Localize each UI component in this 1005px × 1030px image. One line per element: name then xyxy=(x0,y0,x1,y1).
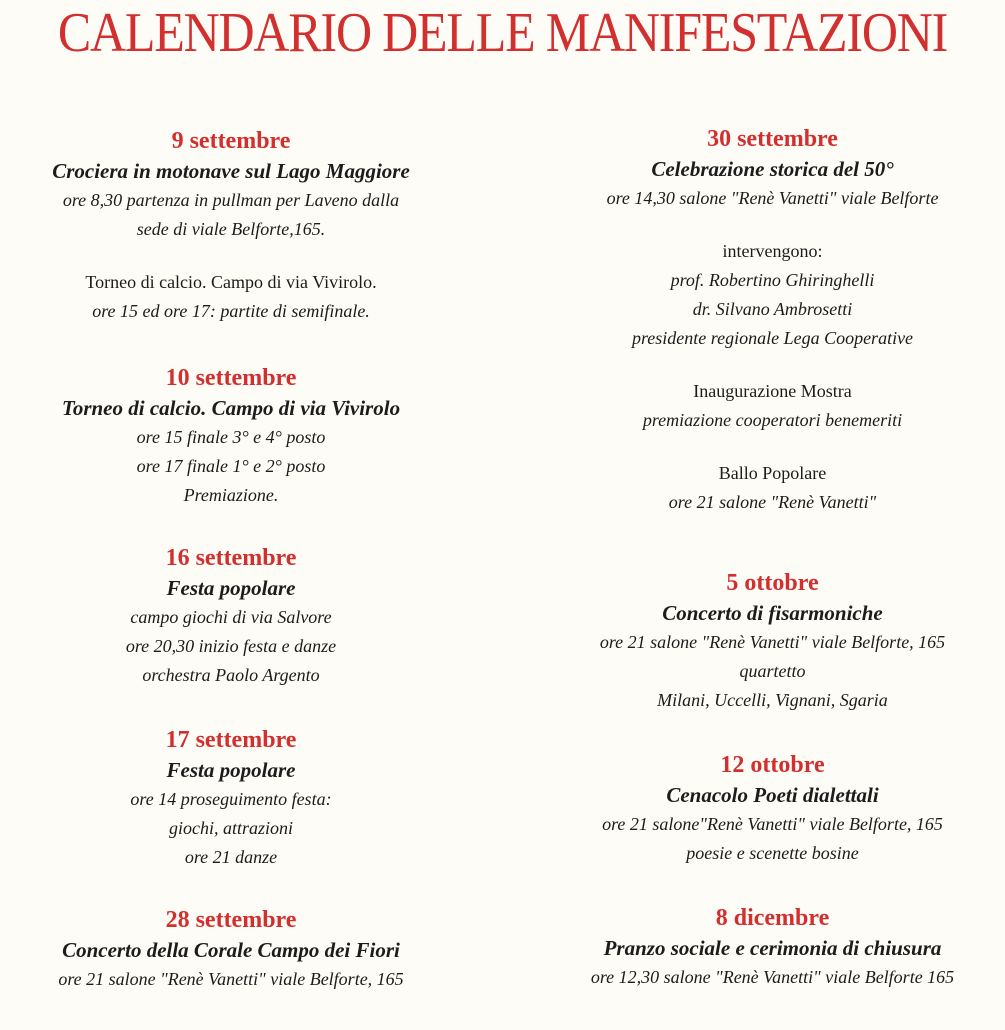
event-detail: Milani, Uccelli, Vignani, Sgaria xyxy=(657,690,888,710)
event-5-ottobre xyxy=(540,568,1005,715)
event-title: Concerto della Corale Campo dei Fiori xyxy=(62,938,400,962)
event-title: Celebrazione storica del 50° xyxy=(651,157,894,181)
event-detail: ore 21 salone "Renè Vanetti" viale Belforte, 165 xyxy=(599,632,946,652)
event-detail: Ballo Popolare xyxy=(718,463,827,483)
event-detail: presidente regionale Lega Cooperative xyxy=(631,328,914,348)
event-detail: ore 20,30 inizio festa e danze xyxy=(125,636,337,656)
event-10-settembre xyxy=(0,363,462,510)
event-detail: ore 8,30 partenza in pullman per Laveno dalla xyxy=(62,190,400,210)
event-12-ottobre xyxy=(540,750,1005,868)
event-title: Festa popolare xyxy=(166,758,296,782)
event-date: 12 ottobre xyxy=(720,752,825,778)
event-detail: giochi, attrazioni xyxy=(168,818,293,838)
event-detail: ore 21 salone "Renè Vanetti" xyxy=(668,492,877,512)
event-detail: ore 12,30 salone "Renè Vanetti" viale Belforte 165 xyxy=(590,967,955,987)
event-date: 30 settembre xyxy=(707,126,838,152)
event-detail: ore 14,30 salone "Renè Vanetti" viale Belforte xyxy=(606,188,939,208)
event-detail: Torneo di calcio. Campo di via Vivirolo. xyxy=(85,272,377,292)
event-title: Festa popolare xyxy=(166,576,296,600)
event-detail: ore 21 salone "Renè Vanetti" viale Belforte, 165 xyxy=(58,969,404,989)
event-detail: quartetto xyxy=(739,661,806,681)
event-detail: ore 14 proseguimento festa: xyxy=(130,789,332,809)
event-date: 10 settembre xyxy=(165,365,297,391)
event-title: Torneo di calcio. Campo di via Vivirolo xyxy=(61,396,401,420)
event-detail: Inaugurazione Mostra xyxy=(693,381,852,401)
event-detail: dr. Silvano Ambrosetti xyxy=(692,299,853,319)
event-title: Crociera in motonave sul Lago Maggiore xyxy=(52,159,410,183)
event-detail: campo giochi di via Salvore xyxy=(130,607,332,627)
event-detail: prof. Robertino Ghiringhelli xyxy=(670,270,875,290)
event-detail: ore 21 salone"Renè Vanetti" viale Belforte, 165 xyxy=(602,814,943,834)
event-detail: premiazione cooperatori benemeriti xyxy=(642,410,903,430)
event-9-settembre xyxy=(0,126,462,326)
event-detail: Premiazione. xyxy=(183,485,279,505)
event-date: 5 ottobre xyxy=(726,570,819,596)
event-30-settembre xyxy=(540,124,1005,517)
event-detail: sede di viale Belforte,165. xyxy=(136,219,326,239)
event-detail: ore 17 finale 1° e 2° posto xyxy=(136,456,326,476)
event-title: Pranzo sociale e cerimonia di chiusura xyxy=(603,936,942,960)
event-detail: ore 15 ed ore 17: partite di semifinale. xyxy=(92,301,370,321)
page-title: CALENDARIO DELLE MANIFESTAZIONI xyxy=(57,0,948,64)
event-detail: intervengono: xyxy=(722,241,823,261)
event-17-settembre xyxy=(0,725,462,872)
event-date: 9 settembre xyxy=(171,128,291,154)
event-28-settembre xyxy=(0,905,462,994)
event-date: 17 settembre xyxy=(165,727,297,753)
event-detail: ore 15 finale 3° e 4° posto xyxy=(136,427,326,447)
event-title: Concerto di fisarmoniche xyxy=(662,601,883,625)
event-date: 28 settembre xyxy=(165,907,297,933)
event-detail: ore 21 danze xyxy=(184,847,278,867)
event-title: Cenacolo Poeti dialettali xyxy=(666,783,879,807)
event-16-settembre xyxy=(0,543,462,690)
event-date: 8 dicembre xyxy=(715,905,830,931)
event-detail: poesie e scenette bosine xyxy=(686,843,859,863)
event-8-dicembre xyxy=(540,903,1005,992)
event-date: 16 settembre xyxy=(165,545,297,571)
event-detail: orchestra Paolo Argento xyxy=(142,665,320,685)
